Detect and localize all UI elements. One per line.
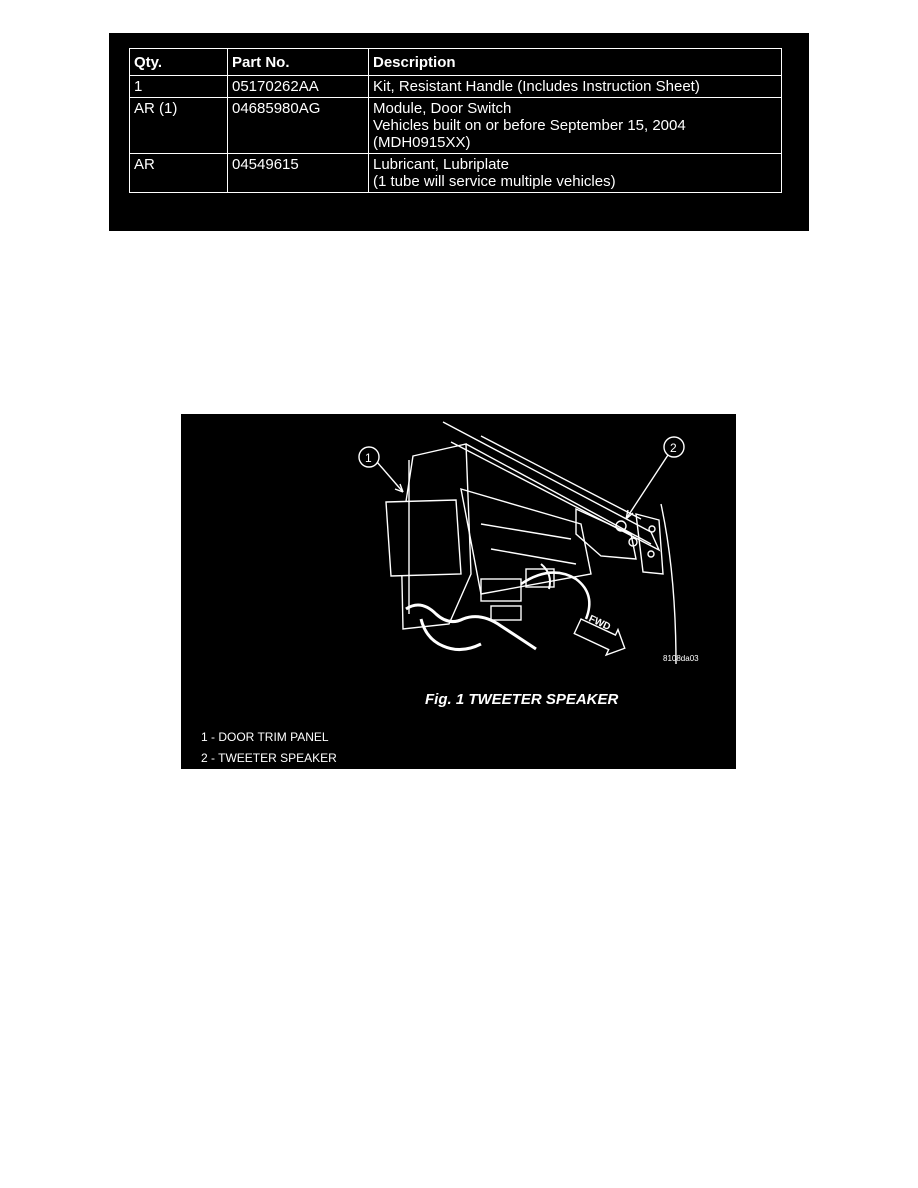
table-header-row: [130, 49, 782, 76]
cell-description: [369, 98, 782, 154]
tweeter-speaker-figure: [181, 414, 736, 769]
table-row: [130, 98, 782, 154]
header-description: Description: [369, 49, 782, 76]
door-illustration: [181, 414, 736, 769]
description-line: (1 tube will service multiple vehicles): [373, 173, 616, 190]
door-edge: [661, 504, 676, 664]
cell-qty: 1: [130, 76, 228, 98]
side-bracket: [636, 514, 663, 574]
description-line: Vehicles built on or before September 15, 2004: [373, 117, 686, 134]
description-line: (MDH0915XX): [373, 134, 471, 151]
cell-description: [369, 76, 782, 98]
cell-part-no: 04685980AG: [228, 98, 369, 154]
table-row: [130, 76, 782, 98]
description-line: Module, Door Switch: [373, 100, 512, 117]
cell-part-no: 05170262AA: [228, 76, 369, 98]
table-row: [130, 154, 782, 193]
header-qty: Qty.: [130, 49, 228, 76]
parts-table-panel: [109, 33, 809, 231]
callout-2-label: 2: [670, 441, 677, 455]
description-line: Kit, Resistant Handle (Includes Instruction Sheet): [373, 78, 700, 95]
legend-item: 1 - DOOR TRIM PANEL: [201, 730, 329, 744]
figure-code: 8108da03: [663, 654, 699, 663]
cell-description: [369, 154, 782, 193]
fwd-label: FWD: [586, 613, 613, 634]
callout-1-label: 1: [365, 451, 372, 465]
legend-item: 2 - TWEETER SPEAKER: [201, 751, 337, 765]
trim-panel-front: [386, 500, 461, 576]
header-part-no: Part No.: [228, 49, 369, 76]
cell-part-no: 04549615: [228, 154, 369, 193]
figure-caption: Fig. 1 TWEETER SPEAKER: [425, 691, 619, 708]
description-line: Lubricant, Lubriplate: [373, 156, 509, 173]
cell-qty: AR (1): [130, 98, 228, 154]
cell-qty: AR: [130, 154, 228, 193]
parts-table: [129, 48, 782, 193]
